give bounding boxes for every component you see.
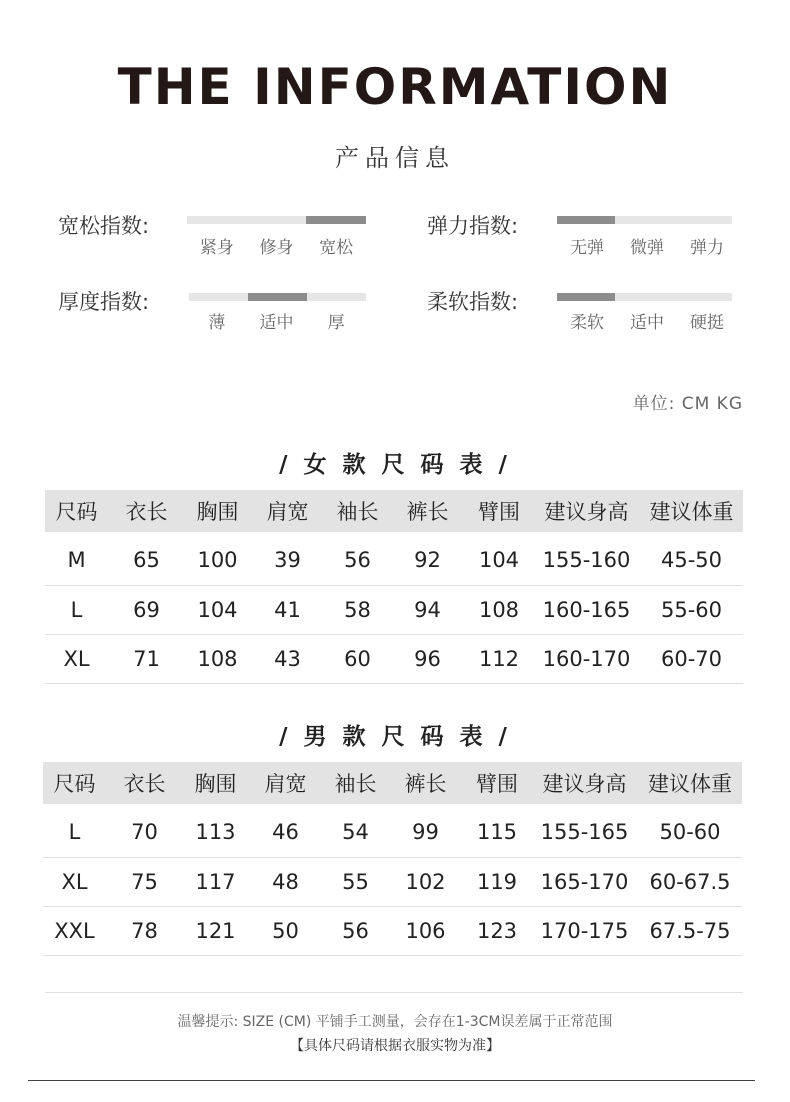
index-option: 硬挺 — [690, 313, 724, 333]
table-cell: 54 — [323, 808, 388, 857]
column-header: 尺码 — [43, 762, 106, 804]
index-bar — [557, 293, 732, 301]
table-cell: 108 — [185, 634, 250, 683]
table-cell: 60-67.5 — [638, 857, 742, 906]
table-row — [43, 906, 742, 955]
table-cell: 69 — [108, 585, 185, 634]
column-header: 袖长 — [323, 762, 388, 804]
table-cell: 78 — [106, 906, 183, 955]
table-cell: 41 — [250, 585, 325, 634]
table-cell: 55 — [323, 857, 388, 906]
index-option: 薄 — [208, 313, 226, 333]
table-cell: 65 — [108, 536, 185, 585]
table-cell: 104 — [185, 585, 250, 634]
table-cell: 70 — [106, 808, 183, 857]
table-cell: 115 — [463, 808, 531, 857]
table-cell: 106 — [388, 906, 463, 955]
table-cell: 96 — [390, 634, 465, 683]
column-header: 建议身高 — [531, 762, 638, 804]
index-option: 紧身 — [199, 238, 234, 258]
column-header: 建议体重 — [638, 762, 742, 804]
table-cell: 160-165 — [533, 585, 640, 634]
table-cell: 50 — [248, 906, 323, 955]
index-option: 微弹 — [630, 238, 664, 258]
index-option: 厚 — [327, 313, 345, 333]
index-bar — [187, 216, 366, 224]
table-cell: 104 — [465, 536, 533, 585]
table-cell: 46 — [248, 808, 323, 857]
table-cell: 75 — [106, 857, 183, 906]
table-cell: 56 — [323, 906, 388, 955]
index-thickness — [58, 286, 378, 336]
index-bar-fill — [306, 216, 366, 224]
table-cell: 50-60 — [638, 808, 742, 857]
table-cell: 170-175 — [531, 906, 638, 955]
table-row — [45, 536, 743, 585]
divider — [45, 992, 743, 993]
women-size-table — [45, 490, 743, 684]
index-options — [557, 233, 737, 258]
index-bar — [189, 293, 366, 301]
column-header: 袖长 — [325, 490, 390, 532]
women-size-title: / 女 款 尺 码 表 / — [279, 452, 511, 478]
index-looseness — [58, 210, 378, 260]
column-header: 肩宽 — [248, 762, 323, 804]
index-options — [187, 308, 366, 333]
measurement-note: 温馨提示: SIZE (CM) 平铺手工测量，会存在1-3CM误差属于正常范围 — [177, 1014, 613, 1030]
column-header: 胸围 — [183, 762, 248, 804]
index-bar-fill — [248, 293, 307, 301]
page-subtitle: 产品信息 — [335, 144, 455, 172]
column-header: 建议体重 — [640, 490, 743, 532]
column-header: 裤长 — [388, 762, 463, 804]
index-elasticity — [427, 210, 747, 260]
table-header-row — [45, 490, 743, 532]
table-row — [45, 585, 743, 634]
column-header: 裤长 — [390, 490, 465, 532]
table-cell: 112 — [465, 634, 533, 683]
table-cell: 60-70 — [640, 634, 743, 683]
table-row — [43, 857, 742, 906]
column-header: 建议身高 — [533, 490, 640, 532]
table-cell: XXL — [43, 906, 106, 955]
index-label: 弹力指数: — [427, 214, 519, 238]
unit-label: 单位: CM KG — [632, 394, 743, 414]
index-option: 适中 — [259, 313, 294, 333]
size-disclaimer: 【具体尺码请根据衣服实物为准】 — [290, 1038, 500, 1054]
table-cell: 43 — [250, 634, 325, 683]
index-bar — [557, 216, 732, 224]
index-bar-fill — [557, 216, 615, 224]
column-header: 胸围 — [185, 490, 250, 532]
table-cell: 45-50 — [640, 536, 743, 585]
index-label: 厚度指数: — [58, 290, 150, 314]
index-option: 宽松 — [319, 238, 354, 258]
column-header: 臂围 — [463, 762, 531, 804]
table-cell: 160-170 — [533, 634, 640, 683]
table-cell: 67.5-75 — [638, 906, 742, 955]
table-cell: 165-170 — [531, 857, 638, 906]
men-size-table — [43, 762, 742, 956]
table-cell: XL — [45, 634, 108, 683]
index-softness — [427, 286, 747, 336]
index-bar-fill — [557, 293, 615, 301]
table-cell: 119 — [463, 857, 531, 906]
table-cell: 94 — [390, 585, 465, 634]
index-option: 弹力 — [690, 238, 724, 258]
index-label: 柔软指数: — [427, 290, 519, 314]
page-title: THE INFORMATION — [117, 58, 673, 116]
table-cell: 55-60 — [640, 585, 743, 634]
table-cell: 60 — [325, 634, 390, 683]
table-cell: 39 — [250, 536, 325, 585]
table-cell: 113 — [183, 808, 248, 857]
index-option: 无弹 — [570, 238, 604, 258]
table-cell: 58 — [325, 585, 390, 634]
table-cell: 92 — [390, 536, 465, 585]
table-header-row — [43, 762, 742, 804]
column-header: 衣长 — [108, 490, 185, 532]
table-cell: 155-165 — [531, 808, 638, 857]
table-cell: 71 — [108, 634, 185, 683]
column-header: 尺码 — [45, 490, 108, 532]
table-cell: 123 — [463, 906, 531, 955]
index-option: 适中 — [630, 313, 664, 333]
table-cell: 102 — [388, 857, 463, 906]
table-cell: L — [45, 585, 108, 634]
index-label: 宽松指数: — [58, 214, 150, 238]
table-cell: M — [45, 536, 108, 585]
table-cell: 117 — [183, 857, 248, 906]
table-row — [45, 634, 743, 683]
column-header: 衣长 — [106, 762, 183, 804]
men-size-title: / 男 款 尺 码 表 / — [279, 724, 511, 750]
index-option: 修身 — [259, 238, 294, 258]
table-cell: XL — [43, 857, 106, 906]
index-options — [187, 233, 366, 258]
index-options — [557, 308, 737, 333]
table-cell: 56 — [325, 536, 390, 585]
bottom-divider — [28, 1080, 755, 1081]
table-cell: 108 — [465, 585, 533, 634]
table-cell: 121 — [183, 906, 248, 955]
table-cell: 99 — [388, 808, 463, 857]
table-cell: L — [43, 808, 106, 857]
column-header: 肩宽 — [250, 490, 325, 532]
column-header: 臂围 — [465, 490, 533, 532]
table-cell: 155-160 — [533, 536, 640, 585]
table-row — [43, 808, 742, 857]
index-option: 柔软 — [570, 313, 604, 333]
table-cell: 48 — [248, 857, 323, 906]
table-cell: 100 — [185, 536, 250, 585]
